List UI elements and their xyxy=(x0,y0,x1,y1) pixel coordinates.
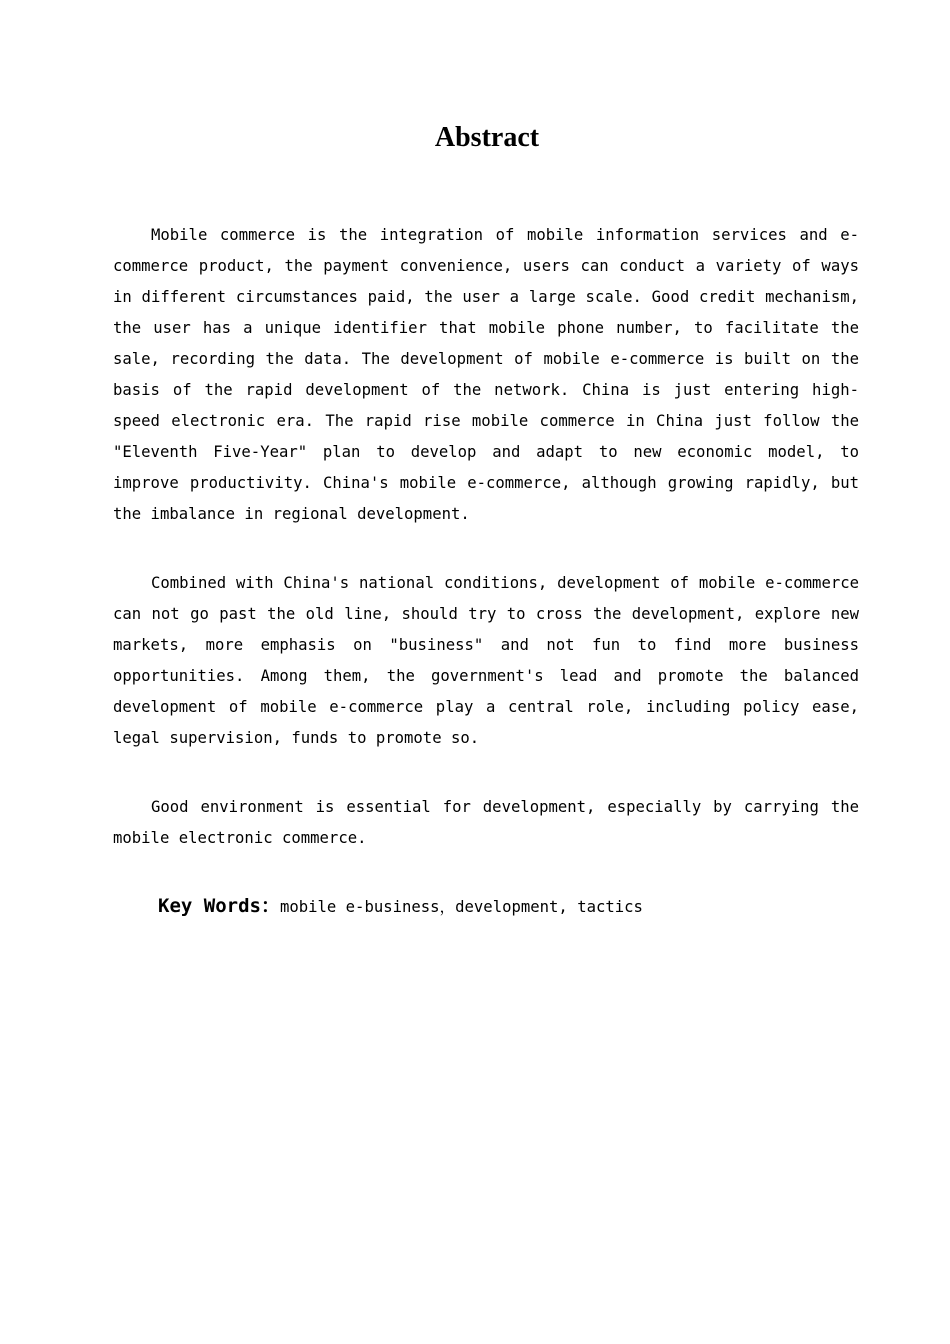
abstract-paragraph-2: Combined with China's national conditions, development of mobile e-commerce can not go past the old line, should try to cross the development, explore new markets, more emphasis on "business" and not fun to find more business opportunities. Among them, the government's lead and promote the balanced development of mobile e-commerce play a central role, including policy ease, legal supervision, funds to promote so. xyxy=(113,574,859,747)
abstract-title: Abstract xyxy=(434,122,540,153)
keywords-line xyxy=(158,890,858,924)
abstract-paragraph-1: Mobile commerce is the integration of mobile information services and e-commerce product, the payment convenience, users can conduct a variety of ways in different circumstances paid, the user a large scale. Good credit mechanism, the user has a unique identifier that mobile phone number, to facilitate the sale, recording the data. The development of mobile e-commerce is built on the basis of the rapid development of the network. China is just entering high-speed electronic era. The rapid rise mobile commerce in China just follow the "Eleventh Five-Year" plan to develop and adapt to new economic model, to improve productivity. China's mobile e-commerce, although growing rapidly, but the imbalance in regional development. xyxy=(113,226,859,523)
abstract-paragraph-3: Good environment is essential for development, especially by carrying the mobile electronic commerce. xyxy=(113,798,859,847)
keywords-value: mobile e-business，development, tactics xyxy=(279,898,643,916)
keywords-label: Key Words： xyxy=(158,895,280,917)
